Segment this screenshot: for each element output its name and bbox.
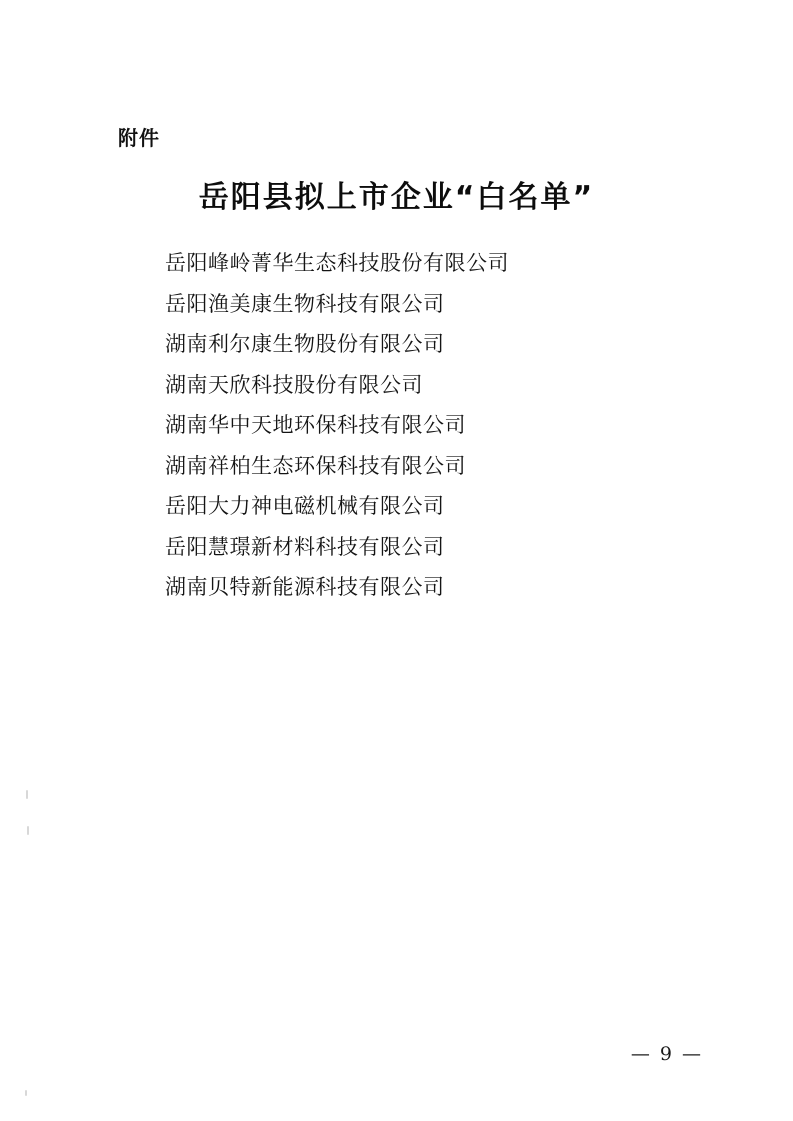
company-list — [165, 243, 685, 608]
list-item: 岳阳峰岭菁华生态科技股份有限公司 — [165, 251, 509, 275]
list-item: 湖南华中天地环保科技有限公司 — [165, 413, 466, 437]
list-item: 岳阳慧璟新材料科技有限公司 — [165, 534, 445, 559]
list-item: 湖南利尔康生物股份有限公司 — [165, 332, 445, 356]
list-item: 湖南贝特新能源科技有限公司 — [165, 575, 445, 599]
list-item: 湖南祥柏生态环保科技有限公司 — [165, 453, 466, 478]
page-number: — 9 — — [630, 1043, 703, 1065]
scan-speck — [26, 790, 28, 799]
scan-speck — [25, 1090, 27, 1096]
attachment-label: 附件 — [118, 126, 160, 150]
scan-speck — [27, 826, 29, 835]
list-item: 岳阳大力神电磁机械有限公司 — [165, 494, 445, 518]
page-title: 岳阳县拟上市企业“白名单” — [198, 180, 595, 215]
list-item: 岳阳渔美康生物科技有限公司 — [165, 291, 445, 316]
list-item: 湖南天欣科技股份有限公司 — [165, 372, 423, 397]
